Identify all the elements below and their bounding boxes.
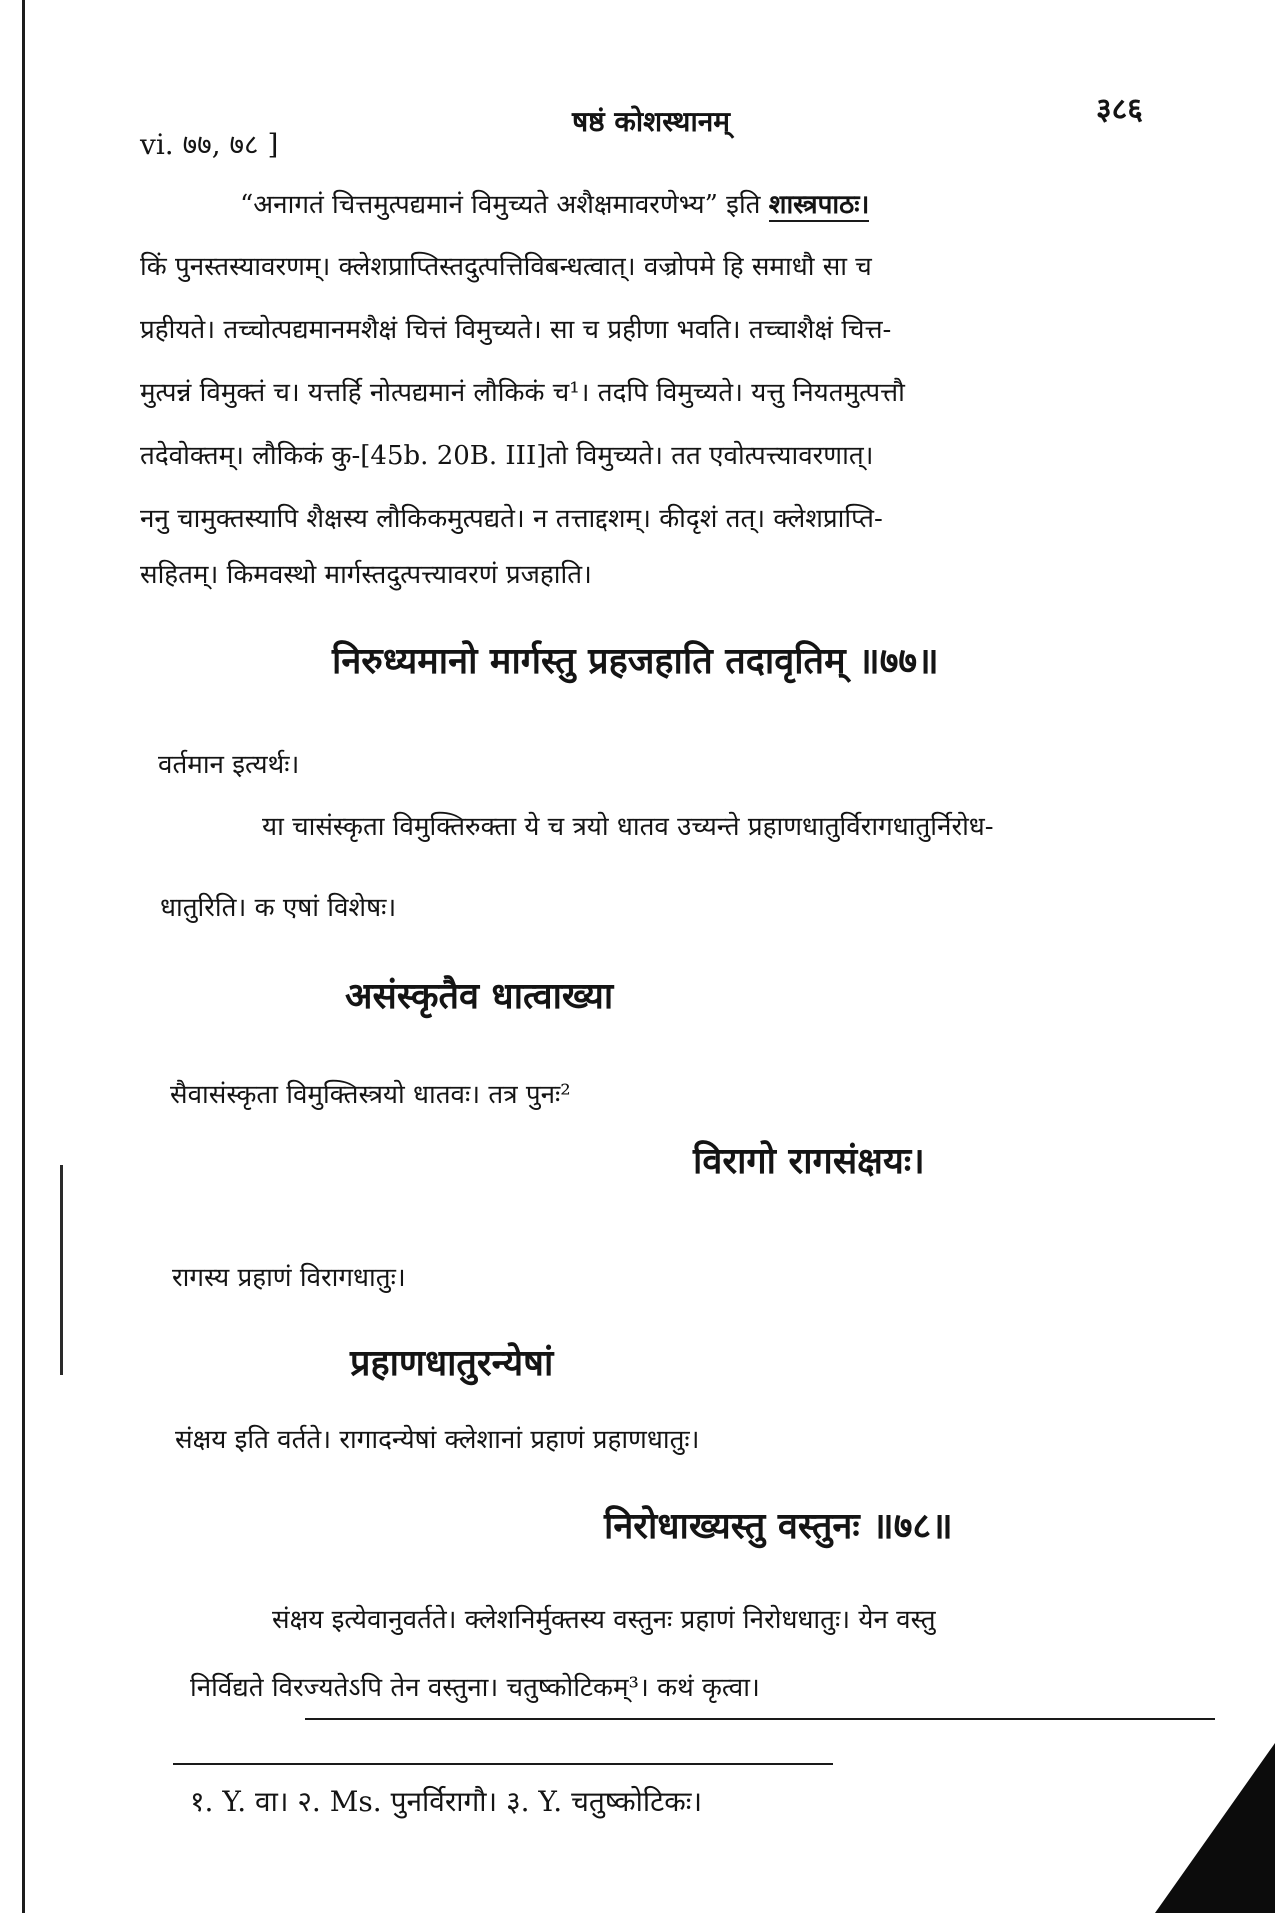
- paragraph-line-7: सहितम्। किमवस्थो मार्गस्तदुत्पत्त्यावरणं प्रजहाति।: [140, 560, 592, 590]
- footnote-divider: [173, 1763, 833, 1765]
- verse-77: निरुध्यमानो मार्गस्तु प्रहजहाति तदावृतिम् ॥७७॥: [332, 640, 939, 682]
- paragraph-line-5: तदेवोक्तम्। लौकिकं कु-[45b. 20B. III]तो विमुच्यते। तत एवोत्पत्त्यावरणात्।: [140, 441, 874, 471]
- paragraph-line-4: मुत्पन्नं विमुक्तं च। यत्तर्हि नोत्पद्यमानं लौकिकं च¹। तदपि विमुच्यते। यत्तु नियतमुत्पत्तौ: [140, 378, 905, 408]
- commentary-vartamana: वर्तमान इत्यर्थः।: [158, 750, 300, 780]
- paragraph-line-3: प्रहीयते। तच्चोत्पद्यमानमशैक्षं चित्तं विमुच्यते। सा च प्रहीणा भवति। तच्चाशैक्षं चित्त-: [140, 315, 892, 345]
- commentary-samksaya: संक्षय इति वर्तते। रागादन्येषां क्लेशानां प्रहाणं प्रहाणधातुः।: [175, 1425, 700, 1455]
- scan-page-edge: [22, 0, 25, 1913]
- footnotes: १. Y. वा। २. Ms. पुनर्विरागौ। ३. Y. चतुष्कोटिकः।: [190, 1785, 703, 1818]
- scan-corner-shadow: [1155, 1743, 1275, 1913]
- commentary-final-line-1: संक्षय इत्येवानुवर्तते। क्लेशनिर्मुक्तस्य वस्तुनः प्रहाणं निरोधधातुः। येन वस्तु: [272, 1605, 936, 1635]
- quotation-text: “अनागतं चित्तमुत्पद्यमानं विमुच्यते अशैक्षमावरणेभ्य” इति: [240, 190, 769, 220]
- verse-asamskrta: असंस्कृतैव धात्वाख्या: [345, 975, 614, 1017]
- shastra-patha-label: शास्त्रपाठः।: [768, 190, 870, 220]
- commentary-ya-line-2: धातुरिति। क एषां विशेषः।: [160, 893, 397, 923]
- page-number: ३८६: [1096, 92, 1143, 127]
- paragraph-line-1: [240, 190, 869, 221]
- paragraph-line-6: ननु चामुक्तस्यापि शैक्षस्य लौकिकमुत्पद्यते। न तत्ताद्दशम्। कीदृशं तत्। क्लेशप्राप्ति-: [140, 504, 883, 534]
- verse-78: निरोधाख्यस्तु वस्तुनः ॥७८॥: [604, 1505, 953, 1547]
- running-title: षष्ठं कोशस्थानम्: [572, 105, 730, 138]
- paragraph-line-2: किं पुनस्तस्यावरणम्। क्लेशप्राप्तिस्तदुत्पत्तिविबन्धत्वात्। वज्रोपमे हि समाधौ सा च: [140, 252, 872, 282]
- text-end-rule: [305, 1718, 1215, 1720]
- section-reference: vi. ७७, ७८ ]: [140, 128, 279, 161]
- scan-edge-mark: [60, 1165, 63, 1375]
- verse-prahana: प्रहाणधातुरन्येषां: [350, 1342, 554, 1384]
- commentary-ragasya: रागस्य प्रहाणं विरागधातुः।: [172, 1263, 406, 1293]
- verse-virago: विरागो रागसंक्षयः।: [693, 1140, 925, 1182]
- commentary-ya-line-1: या चासंस्कृता विमुक्तिरुक्ता ये च त्रयो धातव उच्यन्ते प्रहाणधातुर्विरागधातुर्निरोध-: [262, 812, 994, 842]
- commentary-final-line-2: निर्विद्यते विरज्यतेऽपि तेन वस्तुना। चतुष्कोटिकम्³। कथं कृत्वा।: [190, 1673, 760, 1703]
- commentary-saiva: सैवासंस्कृता विमुक्तिस्त्रयो धातवः। तत्र पुनः²: [170, 1080, 571, 1110]
